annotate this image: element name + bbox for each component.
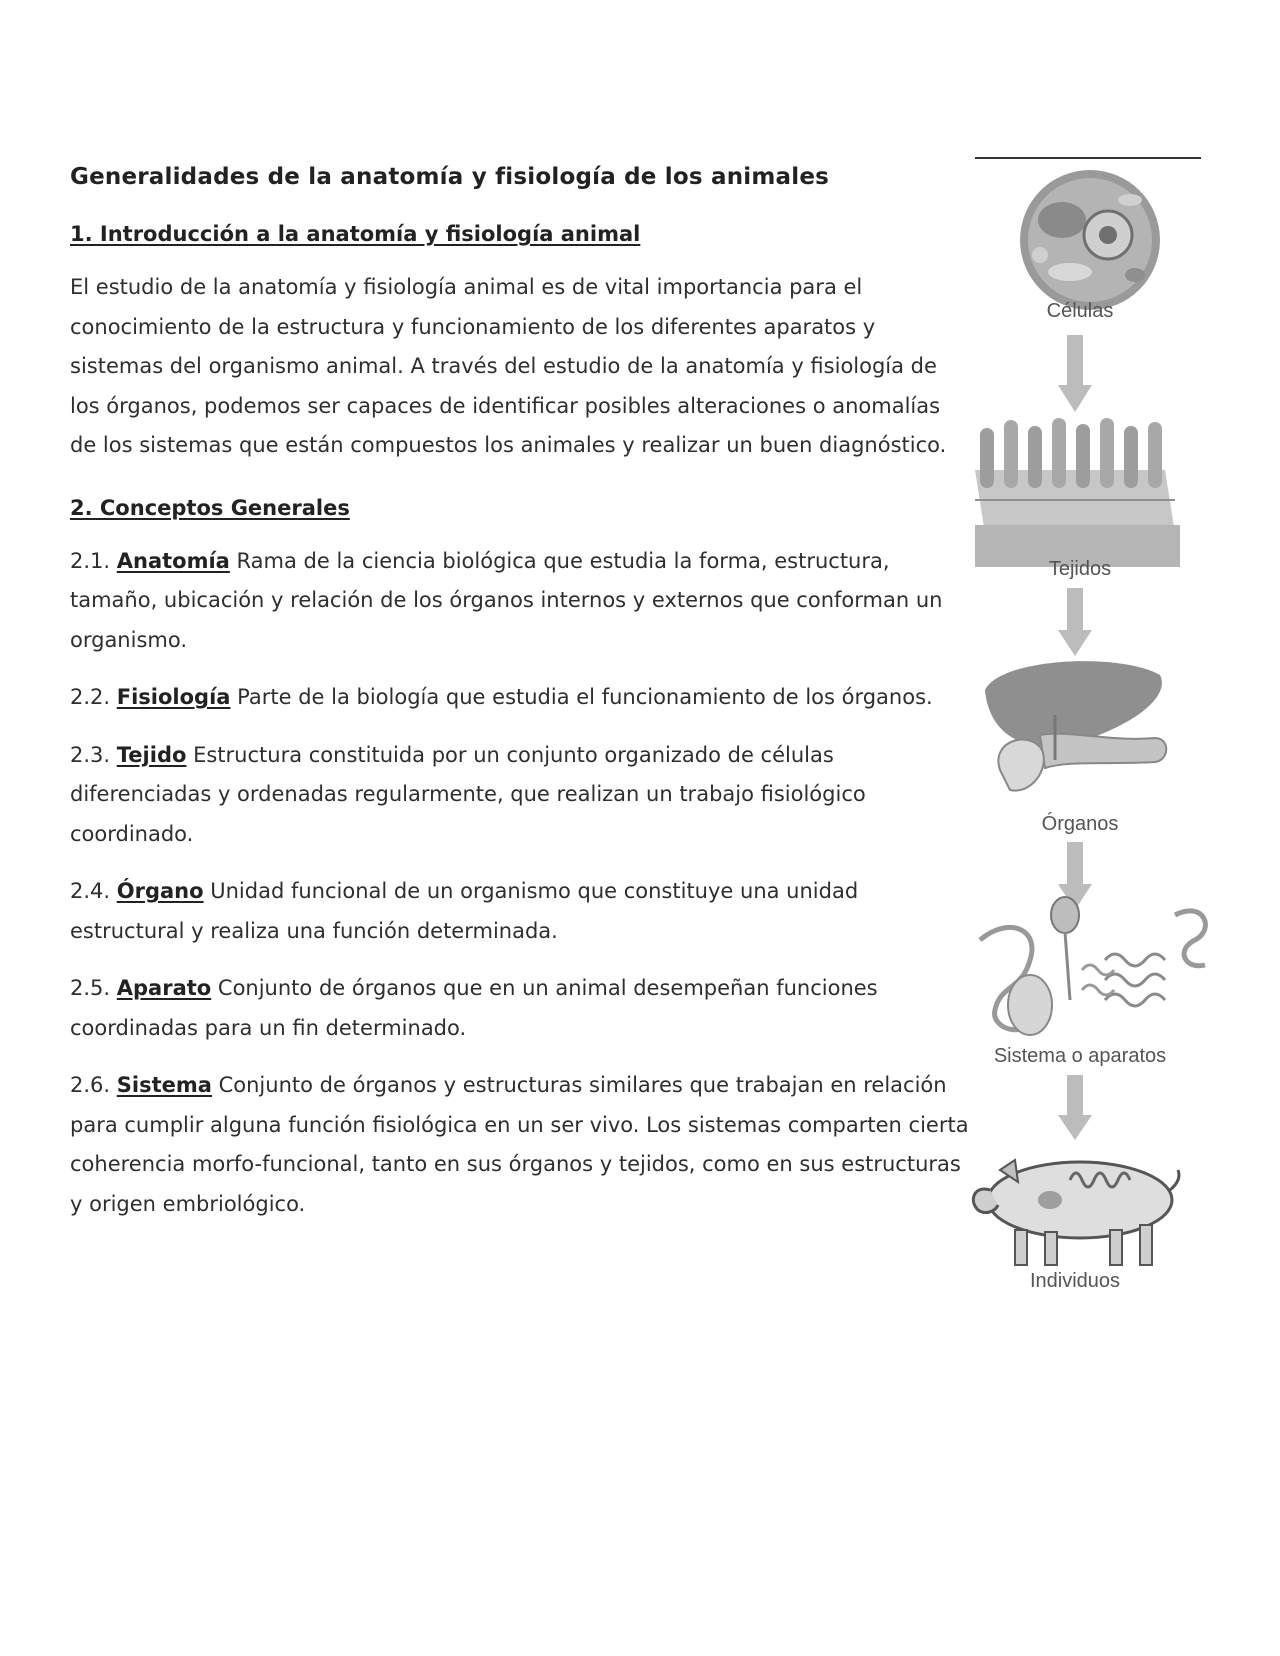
concept-term: Órgano xyxy=(116,879,204,903)
concept-aparato xyxy=(70,969,970,1048)
organs-illustration xyxy=(985,661,1166,791)
cell-illustration xyxy=(1020,170,1160,310)
concept-definition: Parte de la biología que estudia el funcionamiento de los órganos. xyxy=(237,685,933,709)
organization-levels-figure xyxy=(970,170,1240,1350)
pig-illustration xyxy=(973,1160,1179,1265)
concept-definition: Conjunto de órganos y estructuras similares que trabajan en relación para cumplir alguna función fisiológica en un ser vivo. Los sistemas comparten cierta coherencia morfo-funcional, tanto en sus órganos y tejidos, como en sus estructuras y origen embriológico. xyxy=(70,1073,969,1216)
concept-definition: Estructura constituida por un conjunto organizado de células diferenciadas y ordenadas regularmente, que realizan un trabajo fisiológico coordinado. xyxy=(70,742,866,846)
concept-term: Tejido xyxy=(116,742,187,767)
concept-term: Fisiología xyxy=(116,685,231,709)
tissue-illustration xyxy=(975,418,1180,567)
concept-number: 2.1. xyxy=(70,548,111,573)
concept-anatomia xyxy=(70,542,970,661)
label-cells: Células xyxy=(1046,300,1114,322)
concept-number: 2.5. xyxy=(70,976,111,1000)
section2-heading: 2. Conceptos Generales xyxy=(70,495,350,520)
label-organs: Órganos xyxy=(1041,813,1119,835)
section1-heading: 1. Introducción a la anatomía y fisiología animal xyxy=(70,222,641,246)
concept-tejido xyxy=(70,736,970,855)
arrow-down-icon xyxy=(1058,1075,1092,1140)
concept-definition: Rama de la ciencia biológica que estudia la forma, estructura, tamaño, ubicación y relación de los órganos internos y externos que conforman un organismo. xyxy=(70,548,943,652)
concept-number: 2.2. xyxy=(70,685,111,709)
concept-fisiologia xyxy=(70,678,970,718)
text-column xyxy=(70,222,970,1242)
arrow-down-icon xyxy=(1058,588,1092,656)
figure-top-rule xyxy=(975,157,1201,159)
concept-number: 2.3. xyxy=(70,742,111,767)
systems-illustration xyxy=(980,897,1205,1035)
concept-number: 2.4. xyxy=(70,879,111,903)
concept-definition: Unidad funcional de un organismo que constituye una unidad estructural y realiza una función determinada. xyxy=(70,879,859,943)
label-individuals: Individuos xyxy=(1029,1270,1121,1292)
concept-term: Aparato xyxy=(116,976,212,1000)
figure-drawing xyxy=(970,170,1240,1350)
concept-definition: Conjunto de órganos que en un animal desempeñan funciones coordinadas para un fin determinado. xyxy=(70,976,878,1040)
page-title: Generalidades de la anatomía y fisiología de los animales xyxy=(70,164,830,190)
label-systems: Sistema o aparatos xyxy=(993,1045,1167,1067)
concept-organo xyxy=(70,872,970,951)
label-tissues: Tejidos xyxy=(1048,558,1112,580)
concept-term: Anatomía xyxy=(116,548,230,573)
concept-term: Sistema xyxy=(116,1073,212,1097)
concept-number: 2.6. xyxy=(70,1073,111,1097)
concept-sistema xyxy=(70,1066,970,1224)
intro-paragraph: El estudio de la anatomía y fisiología animal es de vital importancia para el conocimiento de la estructura y funcionamiento de los diferentes aparatos y sistemas del organismo animal. A través del estudio de la anatomía y fisiología de los órganos, podemos ser capaces de identificar posibles alteraciones o anomalías de los sistemas que están compuestos los animales y realizar un buen diagnóstico. xyxy=(70,275,947,457)
arrow-down-icon xyxy=(1058,335,1092,412)
